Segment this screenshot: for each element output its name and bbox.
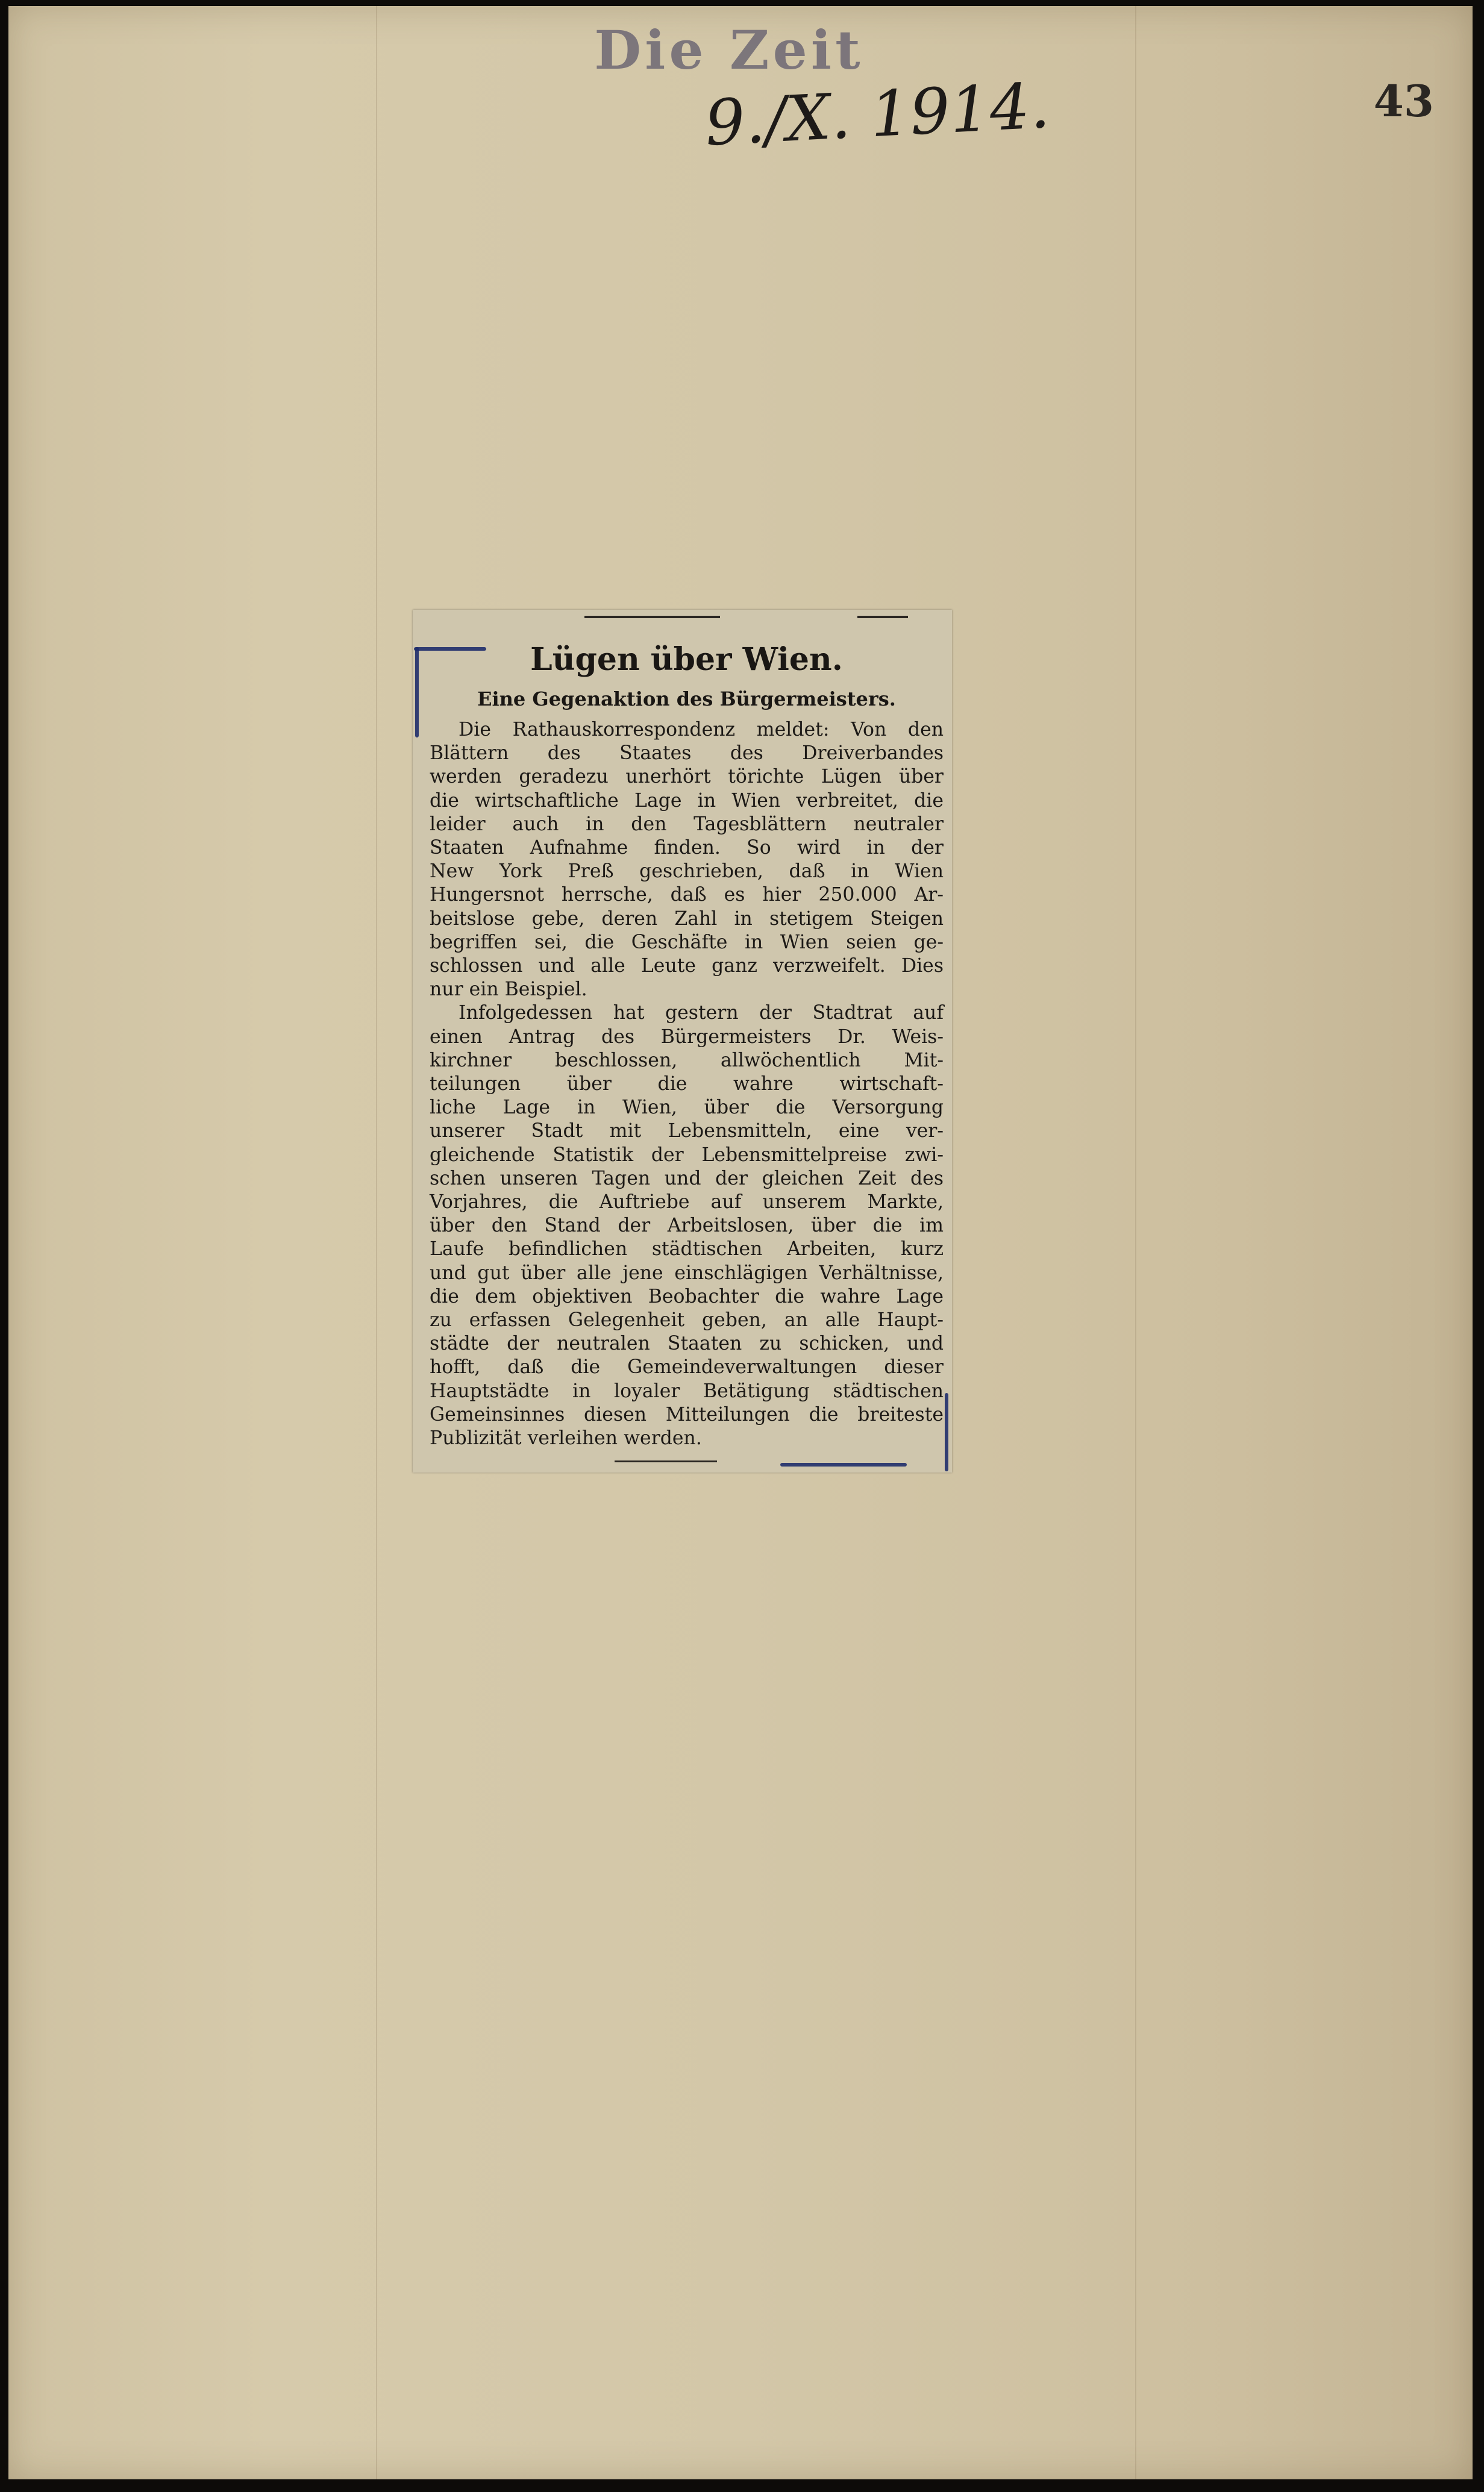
text-line: Staaten Aufnahme finden. So wird in der [430,837,944,859]
text-line: hofft, daß die Gemeindeverwaltungen dieser [430,1356,944,1379]
text-line: Blättern des Staates des Dreiverbandes [430,742,944,765]
text-line: nur ein Beispiel. [430,978,587,1001]
paper-fold-line [376,6,377,2479]
text-line: städte der neutralen Staaten zu schicken, und [430,1333,944,1355]
text-line: Hungersnot herrsche, daß es hier 250.000 Ar- [430,884,944,906]
text-line: und gut über alle jene einschlägigen Verhältnisse, [430,1262,944,1284]
text-line: Hauptstädte in loyaler Betätigung städtischen [430,1380,944,1402]
text-line: begriffen sei, die Geschäfte in Wien seien ge- [430,931,944,953]
blue-pencil-mark [780,1463,907,1467]
text-line: leider auch in den Tagesblättern neutraler [430,813,944,835]
text-line: werden geradezu unerhört törichte Lügen über [430,766,944,788]
text-line: die wirtschaftliche Lage in Wien verbreitet, die [430,789,944,812]
text-line: Die Rathauskorrespondenz meldet: Von den [459,719,944,740]
text-line: teilungen über die wahre wirtschaft- [430,1073,944,1095]
newspaper-clipping [413,610,952,1473]
text-line: über den Stand der Arbeitslosen, über die im [430,1215,944,1237]
text-line: New York Preß geschrieben, daß in Wien [430,860,944,883]
blue-pencil-mark [414,647,486,651]
text-line: die dem objektiven Beobachter die wahre Lage [430,1285,944,1307]
article-headline: Lügen über Wien. [530,641,843,678]
bottom-rule [615,1460,717,1462]
text-line: gleichende Statistik der Lebensmittelpreise zwi- [430,1144,944,1166]
text-line: Laufe befindlichen städtischen Arbeiten, kurz [430,1238,944,1260]
text-line: Infolgedessen hat gestern der Stadtrat auf [459,1002,944,1024]
text-line: Publizität verleihen werden. [430,1427,702,1450]
page-number: 43 [1373,75,1434,127]
text-line: einen Antrag des Bürgermeisters Dr. Weis- [430,1025,944,1048]
newspaper-name-stamp: Die Zeit [594,19,864,81]
text-line: zu erfassen Gelegenheit geben, an alle Haupt- [430,1309,944,1332]
top-rule [584,616,720,618]
text-line: kirchner beschlossen, allwöchentlich Mit- [430,1049,944,1071]
article-paragraph-2 [430,1001,944,1450]
text-line: Vorjahres, die Auftriebe auf unserem Markte, [430,1191,944,1213]
paper-fold-line [1135,6,1136,2479]
text-line: schlossen und alle Leute ganz verzweifelt. Dies [430,955,944,977]
text-line: liche Lage in Wien, über die Versorgung [430,1097,944,1119]
blue-pencil-mark [415,647,419,737]
text-line: Gemeinsinnes diesen Mitteilungen die breiteste [430,1403,944,1426]
article-subheadline: Eine Gegenaktion des Bürgermeisters. [477,687,896,710]
top-rule [857,616,908,618]
text-line: unserer Stadt mit Lebensmitteln, eine ver- [430,1120,944,1142]
text-line: schen unseren Tagen und der gleichen Zeit des [430,1167,944,1189]
text-line: beitslose gebe, deren Zahl in stetigem Steigen [430,907,944,930]
handwritten-date: 9./X. 1914. [703,68,1051,160]
article-paragraph-1 [430,718,944,1001]
blue-pencil-mark [945,1393,948,1471]
